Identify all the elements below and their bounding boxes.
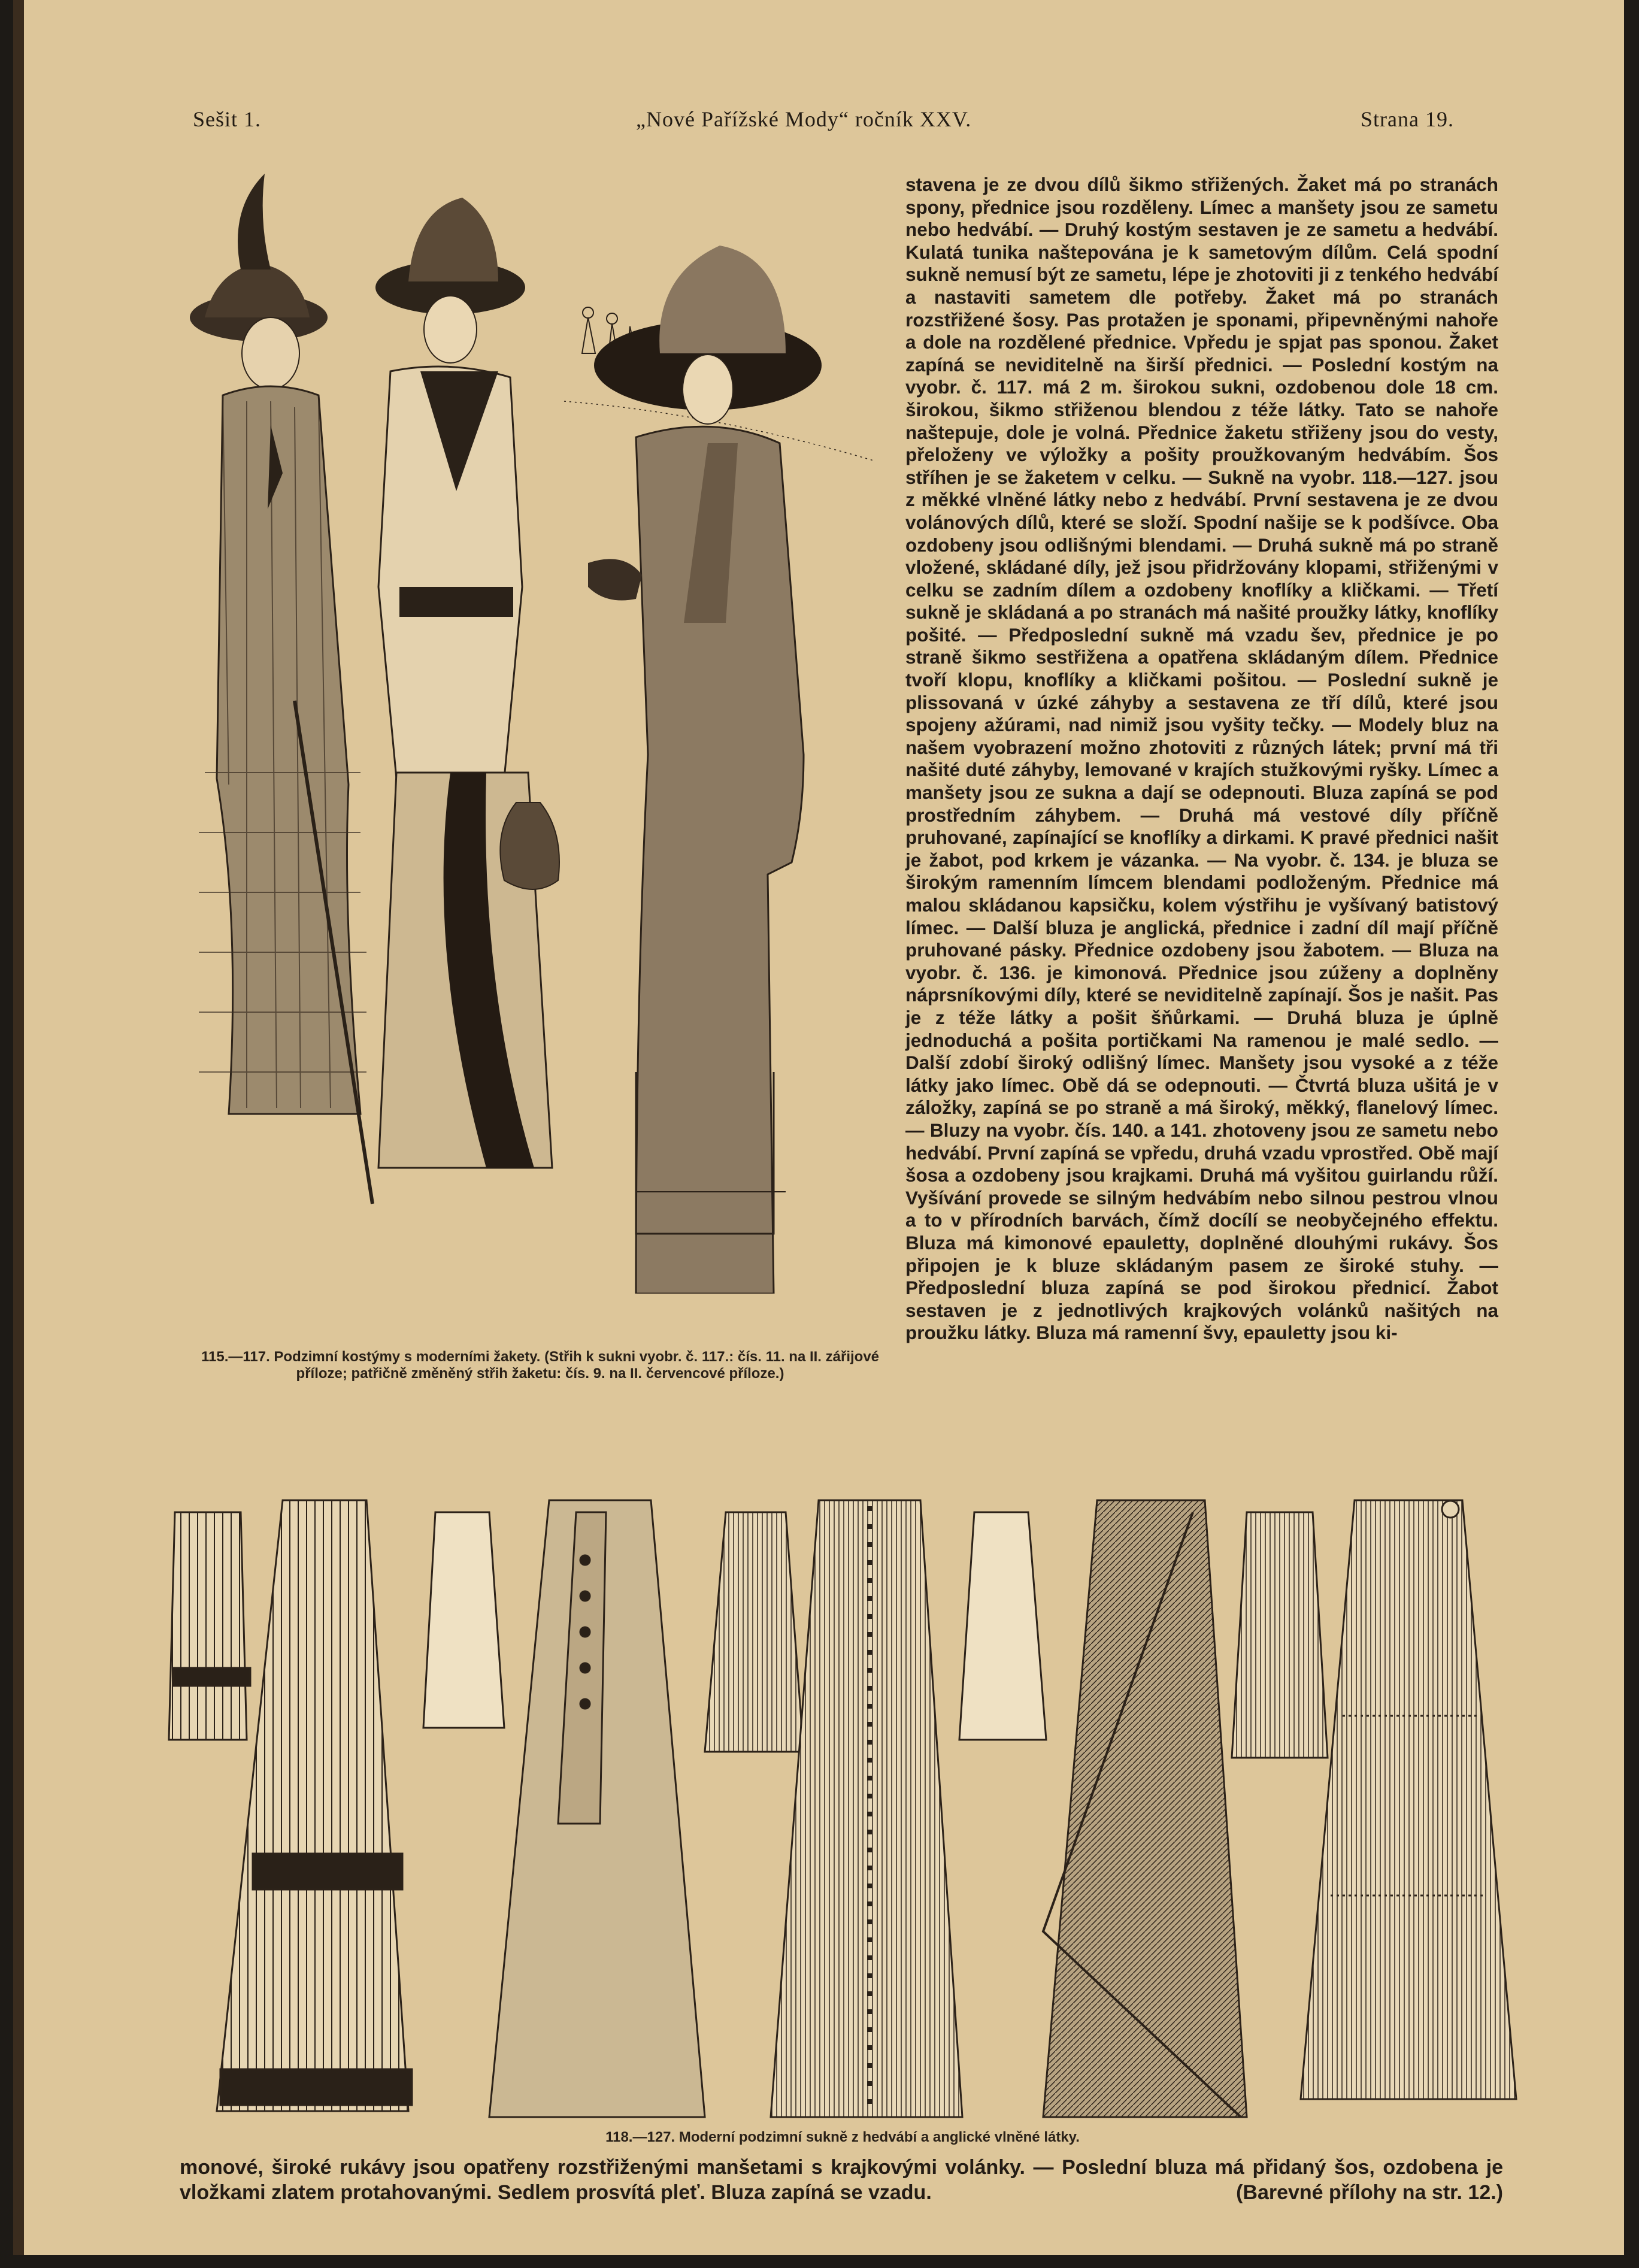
- header-issue: Sešit 1.: [193, 107, 262, 131]
- caption-costumes: [175, 1349, 905, 1382]
- caption-skirts: [163, 2129, 1522, 2146]
- color-supplement-note: (Barevné přílohy na str. 12.): [1236, 2181, 1503, 2204]
- caption-skirts-text: 118.—127. Moderní podzimní sukně z hedvábí a anglické vlněné látky.: [605, 2129, 1080, 2145]
- binding-gutter: [13, 0, 24, 2255]
- caption-costumes-text: 115.—117. Podzimní kostýmy s moderními žakety. (Střih k sukni vyobr. č. 117.: čís. 11. na II. zářijové příloze; patřičně změněný střih žaketu: čís. 9. na II. červencové příloze.): [201, 1349, 880, 1382]
- header-title: „Nové Pařížské Mody“ ročník XXV.: [636, 107, 972, 131]
- bottom-paragraph: [180, 2155, 1503, 2205]
- fashion-illustration-skirts: [163, 1476, 1522, 2123]
- bottom-paragraph-text: monové, široké rukávy jsou opatřeny rozstřiženými manšetami s krajkovými volánky. — Poslední bluza má přidaný šos, ozdobena je vložkami zlatem protahovanými. Sedlem prosvítá pleť. Bluza zapíná se vzadu.: [180, 2156, 1503, 2204]
- magazine-page: [13, 0, 1624, 2255]
- article-text: stavena je ze dvou dílů šikmo střižených. Žaket má po stranách spony, přednice jsou rozděleny. Límec a manšety jsou ze sametu nebo hedvábí. — Druhý kostým sestaven je ze sametu a hedvábí. Kulatá tunika naštepována je k sametovým dílům. Celá spodní sukně nemusí být ze sametu, lépe je zhotoviti ji z tenkého hedvábí a nastaviti sametem dle potřeby. Žaket má po stranách rozstřižené šosy. Pas protažen je sponami, připevněnými nahoře a dole na rozdělené přednice. Vpředu je spjat pas sponou. Žaket zapíná se neviditelně na širší přednici. — Poslední kostým na vyobr. č. 117. má 2 m. širokou sukni, ozdobenou dole 18 cm. širokou, šikmo střiženou blendou z téže látky. Tato se nahoře naštepuje, dole je volná. Přednice žaketu střiženy jsou do vesty, přeloženy ve výložky a pošity proužkovaným hedvábím. Šos stříhen je se žaketem v celku. — Sukně na vyobr. 118.—127. jsou z měkké vlněné látky nebo z hedvábí. První sestavena je ze dvou volánových dílů, které se složí. Spodní našije se k podšívce. Oba ozdobeny jsou odlišnými blendami. — Druhá sukně má po straně vložené, skládané díly, jež jsou přidržovány klopami, střiženými v celku se zadním dílem a ozdobeny knoflíky a kličkami. — Třetí sukně je skládaná a po stranách má našité proužky látky, knoflíky pošité. — Předposlední sukně má vzadu šev, přednice je po straně šikmo sestřižena a opatřena skládaným dílem. Přednice tvoří klopu, knoflíky a kličkami pošitou. — Poslední sukně je plissovaná v úzké záhyby a sestavena ze tří dílů, které jsou spojeny ažúrami, nad nimiž jsou vyšity tečky. — Modely bluz na našem vyobrazení možno zhotoviti z různých látek; první má tři našité duté záhyby, lemované v krajích stužkovými ryškу. Límec a manšety jsou ze sukna a dají se odepnouti. Bluza zapíná se pod prostředním záhybem. — Druhá má vestové díly příčně pruhované, zapínající se knoflíky a dirkami. K pravé přednici našit je žabot, pod krkem je vázanka. — Na vyobr. č. 134. je bluza se širokým ramenním límcem blendami podloženým. Přednice má malou skládanou kapsičku, kolem výstřihu je vyšívaný batistový límec. — Další bluza je anglická, přednice i zadní díl mají příčně pruhované pásky. Přednice ozdobeny jsou žabotem. — Bluza na vyobr. č. 136. je kimonová. Přednice jsou zúženy a doplněny náprsníkovými díly, které se neviditelně zapínají. Šos je našit. Pas je z téže látky a pošit šňůrkami. — Druhá bluza je úplně jednoduchá a pošita portičkami Na ramenou je malé sedlo. — Další zdobí široký odlišný límec. Manšety jsou vysoké a z téže látky jako límec. Obě dá se odepnouti. — Čtvrtá bluza ušitá je v záložky, zapíná se po straně a má široký, měkký, flanelový límec. — Bluzy na vyobr. čís. 140. a 141. zhotoveny jsou ze sametu nebo hedvábí. První zapíná se vpředu, druhá vzadu vprostřed. Obě mají šosa a ozdobeny jsou krajkami. Druhá má vyšitou guirlandu růží. Vyšívání provede se silným hedvábím nebo silnou pestrou vlnou a to v přírodních barvách, čímž docílí se neobyčejného effektu. Bluza má kimonové epauletty, doplněné dlouhými rukávy. Šos připojen je k bluze skládaným pasem ze široké stuhy. — Předposlední bluza zapíná se pod širokou přednicí. Žabot sestaven je z jednotlivých krajkových volánků našitých na proužku látky. Bluza má ramenní švy, epauletty jsou ki-: [905, 174, 1498, 1344]
- article-column: [905, 174, 1498, 1345]
- fashion-illustration-costumes: [169, 174, 899, 1294]
- header-page-number: Strana 19.: [1361, 107, 1454, 131]
